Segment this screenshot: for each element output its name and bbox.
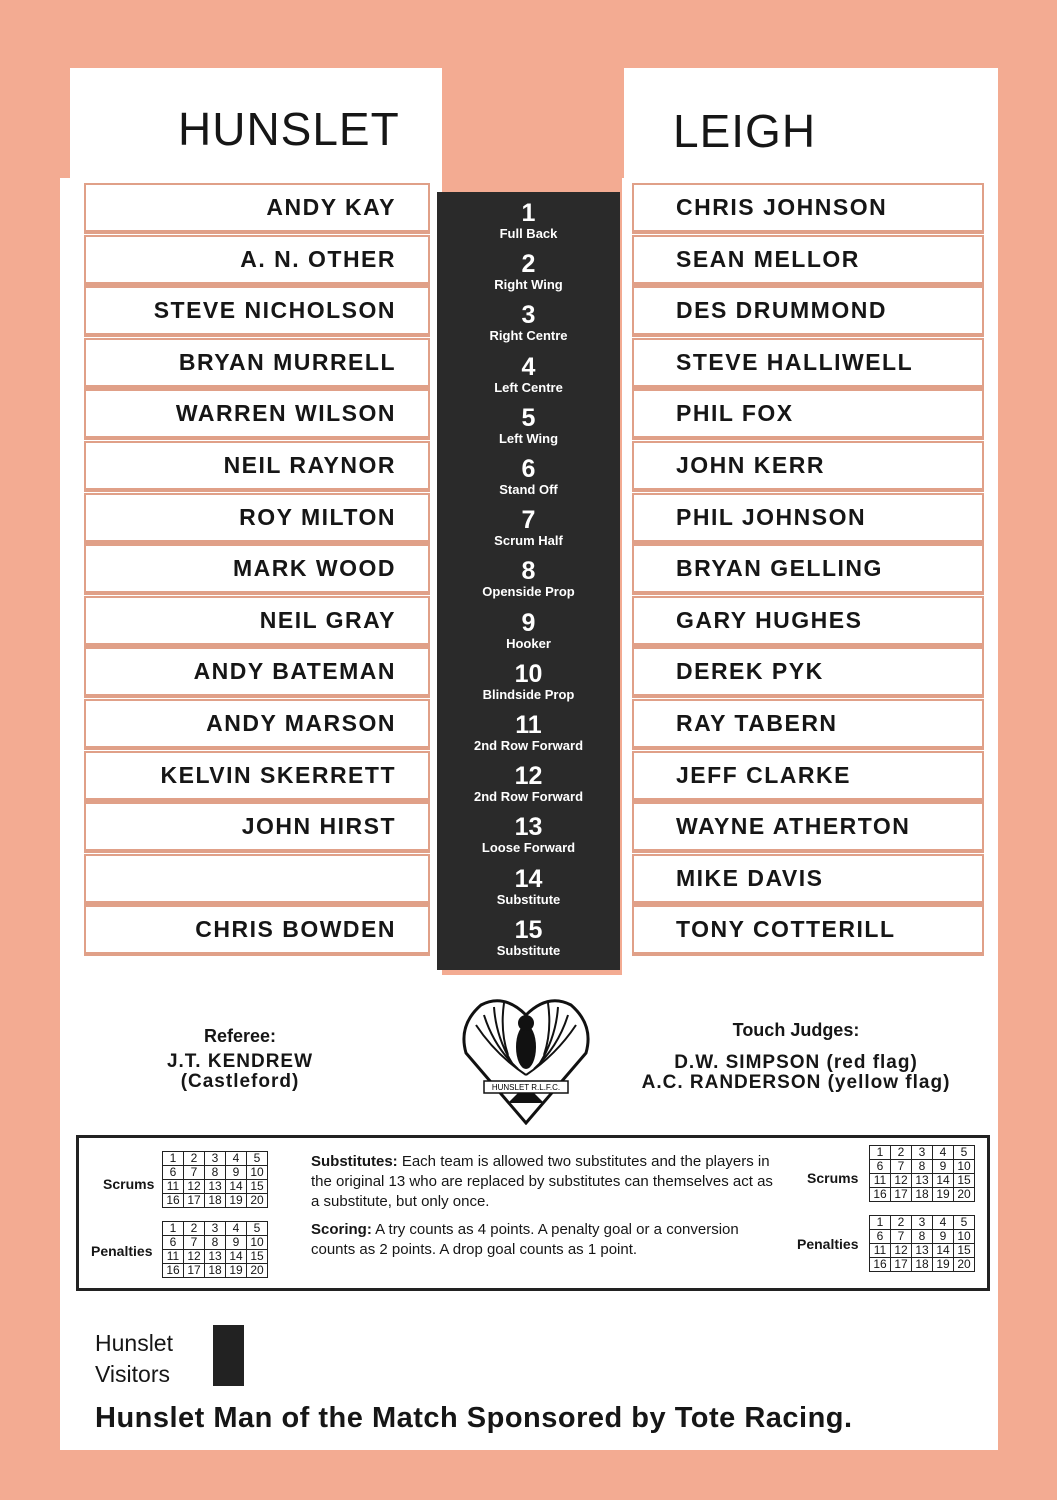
grid-cell: 1 (870, 1146, 891, 1160)
position-5 (437, 405, 620, 447)
grid-cell: 9 (226, 1236, 247, 1250)
away-player-row: JEFF CLARKE (632, 751, 984, 802)
info-box (76, 1135, 990, 1291)
position-11 (437, 712, 620, 754)
grid-cell: 19 (933, 1258, 954, 1272)
grid-cell: 18 (912, 1258, 933, 1272)
home-player-row: CHRIS BOWDEN (84, 905, 430, 956)
substitutes-heading: Substitutes: (311, 1153, 398, 1170)
touch-judges-heading: Touch Judges: (732, 1020, 860, 1040)
position-label: Left Centre (494, 379, 563, 395)
grid-cell: 13 (912, 1244, 933, 1258)
position-number: 3 (521, 301, 536, 330)
grid-cell: 5 (247, 1152, 268, 1166)
grid-cell: 20 (954, 1258, 975, 1272)
grid-cell: 12 (184, 1250, 205, 1264)
away-penalties-label: Penalties (797, 1236, 859, 1252)
grid-cell: 20 (247, 1264, 268, 1278)
position-number: 15 (514, 915, 543, 944)
grid-cell: 4 (226, 1152, 247, 1166)
position-number: 1 (521, 199, 536, 227)
crest-text: HUNSLET R.L.F.C. (491, 1083, 561, 1092)
position-label: Openside Prop (482, 584, 575, 600)
position-label: 2nd Row Forward (473, 789, 584, 805)
grid-cell: 14 (933, 1244, 954, 1258)
grid-cell: 10 (954, 1230, 975, 1244)
grid-cell: 16 (870, 1188, 891, 1202)
position-label: 2nd Row Forward (473, 738, 584, 753)
away-penalties-grid (869, 1215, 975, 1272)
grid-cell: 17 (184, 1194, 205, 1208)
position-label: Scrum Half (494, 533, 563, 549)
position-label: Hooker (506, 635, 551, 651)
positions-column (437, 192, 620, 970)
home-scrums-grid (162, 1151, 268, 1208)
club-crest-logo (456, 985, 596, 1125)
position-number: 8 (521, 557, 536, 586)
away-player-row: BRYAN GELLING (632, 544, 984, 595)
grid-cell: 14 (933, 1174, 954, 1188)
position-14 (437, 866, 620, 908)
away-player-row: PHIL JOHNSON (632, 493, 984, 544)
grid-cell: 12 (184, 1180, 205, 1194)
position-number: 4 (521, 352, 536, 381)
position-number: 6 (521, 455, 536, 483)
home-scrums-label: Scrums (103, 1176, 155, 1192)
grid-cell: 16 (163, 1264, 184, 1278)
home-penalties-grid (162, 1221, 268, 1278)
position-number: 14 (514, 864, 543, 893)
grid-cell: 7 (184, 1166, 205, 1180)
grid-cell: 19 (226, 1194, 247, 1208)
score-cell (243, 1356, 244, 1386)
position-label: Left Wing (498, 430, 559, 446)
grid-cell: 6 (870, 1160, 891, 1174)
position-label: Stand Off (499, 482, 558, 497)
grid-cell: 6 (870, 1230, 891, 1244)
grid-cell: 4 (933, 1216, 954, 1230)
grid-cell: 9 (933, 1230, 954, 1244)
position-9 (437, 610, 620, 652)
grid-cell: 19 (933, 1188, 954, 1202)
away-player-row: MIKE DAVIS (632, 854, 984, 905)
grid-cell: 6 (163, 1236, 184, 1250)
away-player-row: GARY HUGHES (632, 596, 984, 647)
grid-cell: 5 (954, 1216, 975, 1230)
grid-cell: 12 (891, 1244, 912, 1258)
grid-cell: 17 (184, 1264, 205, 1278)
home-player-row: ANDY MARSON (84, 699, 430, 750)
grid-cell: 16 (870, 1258, 891, 1272)
grid-cell: 8 (205, 1166, 226, 1180)
position-number: 11 (515, 711, 542, 739)
away-player-row: WAYNE ATHERTON (632, 802, 984, 853)
home-player-row: A. N. OTHER (84, 235, 430, 286)
away-scrums-label: Scrums (807, 1170, 859, 1186)
position-label: Substitute (496, 891, 561, 907)
position-label: Substitute (496, 942, 561, 958)
sponsor-footer: Hunslet Man of the Match Sponsored by Tote Racing. (95, 1402, 853, 1434)
home-player-row: STEVE NICHOLSON (84, 286, 430, 337)
position-3 (437, 302, 620, 344)
score-label-visitors: Visitors (95, 1361, 170, 1387)
home-player-row: MARK WOOD (84, 544, 430, 595)
grid-cell: 3 (912, 1216, 933, 1230)
home-player-row: ROY MILTON (84, 493, 430, 544)
grid-cell: 6 (163, 1166, 184, 1180)
position-label: Full Back (499, 226, 558, 241)
home-team-title: HUNSLET (178, 103, 400, 155)
grid-cell: 9 (933, 1160, 954, 1174)
position-6 (437, 456, 620, 498)
scoring-heading: Scoring: (311, 1221, 372, 1238)
position-label: Blindside Prop (482, 686, 575, 702)
score-label-home: Hunslet (95, 1330, 173, 1356)
away-player-row: STEVE HALLIWELL (632, 338, 984, 389)
grid-cell: 1 (163, 1152, 184, 1166)
grid-cell: 10 (247, 1166, 268, 1180)
position-number: 5 (521, 403, 536, 432)
grid-cell: 8 (912, 1160, 933, 1174)
position-label: Loose Forward (481, 840, 576, 856)
grid-cell: 3 (205, 1152, 226, 1166)
home-player-row: NEIL RAYNOR (84, 441, 430, 492)
referee-town: (Castleford) (180, 1071, 300, 1092)
substitutes-text: Each team is allowed two substitutes and the players in the original 13 who are replaced by substitutes can themselves act as a substitute, but only once. (311, 1153, 773, 1210)
grid-cell: 18 (912, 1188, 933, 1202)
position-8 (437, 558, 620, 600)
rules-text (311, 1152, 781, 1268)
grid-cell: 5 (954, 1146, 975, 1160)
grid-cell: 7 (891, 1160, 912, 1174)
grid-cell: 7 (184, 1236, 205, 1250)
position-number: 13 (514, 813, 543, 842)
position-label: Right Wing (494, 277, 563, 293)
home-player-row: BRYAN MURRELL (84, 338, 430, 389)
grid-cell: 1 (870, 1216, 891, 1230)
position-label: Right Centre (489, 328, 568, 344)
grid-cell: 4 (933, 1146, 954, 1160)
away-player-row: JOHN KERR (632, 441, 984, 492)
home-player-row: KELVIN SKERRETT (84, 751, 430, 802)
grid-cell: 13 (205, 1250, 226, 1264)
grid-cell: 18 (205, 1194, 226, 1208)
home-player-row: ANDY BATEMAN (84, 647, 430, 698)
grid-cell: 8 (205, 1236, 226, 1250)
grid-cell: 1 (163, 1222, 184, 1236)
home-player-row (84, 854, 430, 905)
grid-cell: 11 (163, 1250, 184, 1264)
score-cell (243, 1326, 244, 1356)
grid-cell: 15 (247, 1180, 268, 1194)
away-player-row: CHRIS JOHNSON (632, 183, 984, 234)
grid-cell: 2 (184, 1222, 205, 1236)
position-13 (437, 814, 620, 856)
grid-cell: 10 (954, 1160, 975, 1174)
touch-judge-1: D.W. SIMPSON (red flag) (674, 1052, 918, 1073)
grid-cell: 17 (891, 1258, 912, 1272)
scoring-text: A try counts as 4 points. A penalty goal or a conversion counts as 2 points. A drop goal counts as 1 point. (311, 1221, 739, 1258)
grid-cell: 3 (205, 1222, 226, 1236)
grid-cell: 11 (163, 1180, 184, 1194)
position-number: 10 (514, 659, 543, 688)
home-player-row: NEIL GRAY (84, 596, 430, 647)
position-number: 9 (521, 608, 536, 637)
away-player-row: TONY COTTERILL (632, 905, 984, 956)
grid-cell: 20 (247, 1194, 268, 1208)
away-player-row: DEREK PYK (632, 647, 984, 698)
grid-cell: 9 (226, 1166, 247, 1180)
grid-cell: 11 (870, 1244, 891, 1258)
grid-cell: 17 (891, 1188, 912, 1202)
home-player-row: ANDY KAY (84, 183, 430, 234)
position-7 (437, 507, 620, 549)
away-player-row: PHIL FOX (632, 389, 984, 440)
grid-cell: 11 (870, 1174, 891, 1188)
grid-cell: 15 (247, 1250, 268, 1264)
grid-cell: 18 (205, 1264, 226, 1278)
touch-judges-block (616, 1020, 976, 1094)
position-number: 12 (514, 762, 543, 791)
touch-judge-2: A.C. RANDERSON (yellow flag) (641, 1072, 951, 1093)
home-penalties-label: Penalties (91, 1243, 153, 1259)
grid-cell: 2 (184, 1152, 205, 1166)
position-4 (437, 354, 620, 396)
position-12 (437, 763, 620, 805)
grid-cell: 13 (205, 1180, 226, 1194)
grid-cell: 13 (912, 1174, 933, 1188)
referee-block (150, 1026, 330, 1093)
away-player-row: RAY TABERN (632, 699, 984, 750)
grid-cell: 14 (226, 1180, 247, 1194)
grid-cell: 15 (954, 1174, 975, 1188)
position-number: 2 (521, 250, 536, 279)
grid-cell: 8 (912, 1230, 933, 1244)
grid-cell: 5 (247, 1222, 268, 1236)
grid-cell: 2 (891, 1146, 912, 1160)
grid-cell: 14 (226, 1250, 247, 1264)
grid-cell: 12 (891, 1174, 912, 1188)
away-player-row: SEAN MELLOR (632, 235, 984, 286)
grid-cell: 2 (891, 1216, 912, 1230)
position-1 (437, 200, 620, 242)
position-number: 7 (521, 506, 536, 535)
position-10 (437, 661, 620, 703)
score-grid (213, 1325, 244, 1386)
grid-cell: 20 (954, 1188, 975, 1202)
grid-cell: 3 (912, 1146, 933, 1160)
referee-heading: Referee: (203, 1026, 277, 1046)
away-scrums-grid (869, 1145, 975, 1202)
grid-cell: 16 (163, 1194, 184, 1208)
home-player-row: JOHN HIRST (84, 802, 430, 853)
position-2 (437, 251, 620, 293)
grid-cell: 15 (954, 1244, 975, 1258)
away-team-title: LEIGH (673, 105, 817, 157)
grid-cell: 19 (226, 1264, 247, 1278)
away-player-row: DES DRUMMOND (632, 286, 984, 337)
referee-name: J.T. KENDREW (166, 1051, 314, 1072)
grid-cell: 7 (891, 1230, 912, 1244)
grid-cell: 10 (247, 1236, 268, 1250)
position-15 (437, 917, 620, 959)
grid-cell: 4 (226, 1222, 247, 1236)
home-player-row: WARREN WILSON (84, 389, 430, 440)
